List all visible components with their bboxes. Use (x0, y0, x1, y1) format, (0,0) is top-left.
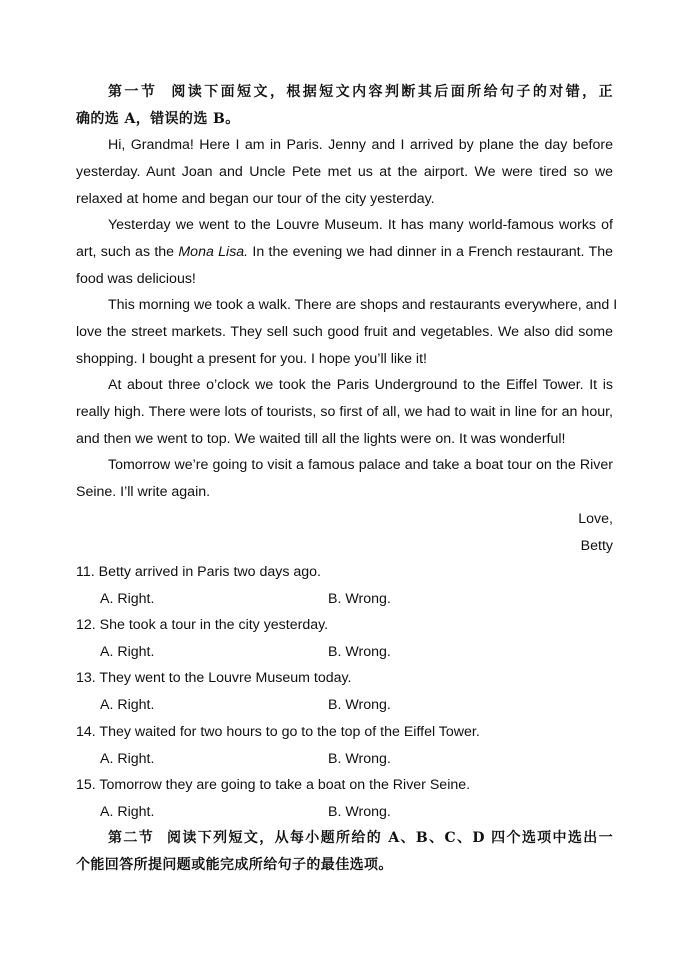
option-b: B. Wrong. (328, 591, 391, 607)
passage-line: and then we went to top. We waited till all the lights were on. It was wonderful! (76, 431, 566, 447)
section2-instruction-line2: 个能回答所提问题或能完成所给句子的最佳选项。 (76, 857, 393, 873)
question-text: 15. Tomorrow they are going to take a boat on the River Seine. (76, 777, 471, 793)
option-a: A. Right. (100, 591, 155, 607)
section1-instruction-line2: 确的选 A，错误的选 B。 (76, 111, 240, 127)
passage-line: Yesterday we went to the Louvre Museum. It has many world-famous works of (108, 217, 613, 233)
passage-line: Seine. I’ll write again. (76, 484, 211, 500)
option-a: A. Right. (100, 751, 155, 767)
passage-line: art, such as the Mona Lisa. In the evening we had dinner in a French restaurant. The (76, 244, 613, 260)
artwork-title: Mona Lisa. (178, 244, 249, 260)
question-text: 14. They waited for two hours to go to the top of the Eiffel Tower. (76, 724, 480, 740)
letter-signature: Betty (580, 538, 613, 554)
section1-instruction-line1: 第一节 阅读下面短文，根据短文内容判断其后面所给句子的对错，正 (108, 84, 613, 100)
option-a: A. Right. (100, 644, 155, 660)
option-b: B. Wrong. (328, 751, 391, 767)
option-b: B. Wrong. (328, 804, 391, 820)
option-b: B. Wrong. (328, 697, 391, 713)
question-text: 13. They went to the Louvre Museum today. (76, 670, 352, 686)
passage-line: This morning we took a walk. There are shops and restaurants everywhere, and I (108, 297, 618, 313)
option-a: A. Right. (100, 804, 155, 820)
passage-line: yesterday. Aunt Joan and Uncle Pete met us at the airport. We were tired so we (76, 164, 613, 180)
passage-line: At about three o’clock we took the Paris Underground to the Eiffel Tower. It is (108, 377, 613, 393)
section2-instruction-line1: 第二节 阅读下列短文，从每小题所给的 A、B、C、D 四个选项中选出一 (108, 830, 614, 846)
passage-line: really high. There were lots of tourists, so first of all, we had to wait in line for an hour, (76, 404, 613, 420)
passage-line: Hi, Grandma! Here I am in Paris. Jenny and I arrived by plane the day before (108, 137, 613, 153)
passage-line: food was delicious! (76, 271, 196, 287)
passage-line: shopping. I bought a present for you. I hope you’ll like it! (76, 351, 427, 367)
passage-line: Tomorrow we’re going to visit a famous palace and take a boat tour on the River (108, 457, 613, 473)
passage-line: relaxed at home and began our tour of the city yesterday. (76, 191, 435, 207)
question-text: 12. She took a tour in the city yesterday. (76, 617, 329, 633)
passage-line: love the street markets. They sell such good fruit and vegetables. We also did some (76, 324, 613, 340)
section2-heading: 第二节 (108, 830, 155, 846)
option-b: B. Wrong. (328, 644, 391, 660)
section1-heading: 第一节 (108, 84, 158, 100)
option-a: A. Right. (100, 697, 155, 713)
question-text: 11. Betty arrived in Paris two days ago. (76, 564, 321, 580)
letter-closing: Love, (578, 511, 613, 527)
